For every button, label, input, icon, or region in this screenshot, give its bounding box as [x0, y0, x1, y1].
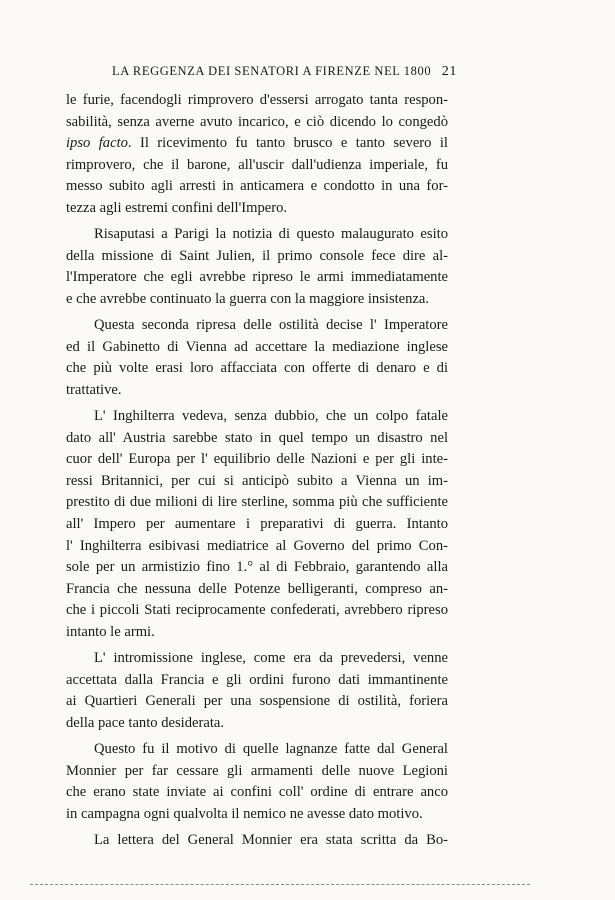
text-line: intanto le armi. [66, 624, 155, 641]
text-line: L' Inghilterra vedeva, senza dubbio, che un colpo fatale [94, 408, 448, 425]
text-line: L' intromissione inglese, come era da prevedersi, venne [94, 650, 448, 667]
text-line: e che avrebbe continuato la guerra con la maggiore insistenza. [66, 290, 430, 307]
text-line: Questo fu il motivo di quelle lagnanze fatte dal General [94, 741, 448, 758]
text-line: l'Imperatore che egli avrebbe ripreso le armi immediatamente [66, 269, 448, 286]
text-line: ed il Gabinetto di Vienna ad accettare la mediazione inglese [66, 338, 448, 355]
text-line: Questa seconda ripresa delle ostilità decise l' Imperatore [94, 317, 448, 334]
text-line: prestito di due milioni di lire sterline, somma più che sufficiente [66, 494, 448, 511]
paragraph [66, 739, 448, 825]
bottom-edge-rule [30, 884, 530, 885]
paragraph [66, 224, 448, 310]
text-line: sole per un armistizio fino 1.° al di Febbraio, garantendo alla [66, 559, 448, 576]
text-line: Monnier per far cessare gli armamenti delle nuove Legioni [66, 762, 448, 779]
paragraph [66, 830, 448, 852]
text-line: ipso facto. Il ricevimento fu tanto brusco e tanto severo il [66, 135, 448, 152]
text-line: dato all' Austria sarebbe stato in quel tempo un disastro nel [66, 429, 448, 446]
text-line: trattative. [66, 381, 122, 398]
text-line: all' Impero per aumentare i preparativi di guerra. Intanto [66, 516, 448, 533]
running-header [112, 64, 457, 80]
body-text [66, 90, 448, 856]
text-line: cuor dell' Europa per l' equilibrio delle Nazioni e per gli inte- [66, 451, 448, 468]
page-number: 21 [441, 64, 457, 79]
text-line: Risaputasi a Parigi la notizia di questo malaugurato esito [94, 226, 448, 243]
text-line: l' Inghilterra esibivasi mediatrice al Governo del primo Con- [66, 537, 448, 554]
text-line: le furie, facendogli rimprovero d'essersi arrogato tanta respon- [66, 92, 448, 108]
text-line: ressi Britannici, per cui si anticipò subito a Vienna un im- [66, 472, 448, 489]
paragraph [66, 315, 448, 401]
text-line: della missione di Saint Julien, il primo console fece dire al- [66, 247, 448, 264]
running-title: LA REGGENZA DEI SENATORI A FIRENZE NEL 1800 [112, 64, 432, 78]
text-line: che i piccoli Stati reciprocamente confederati, avrebbero ripreso [66, 602, 448, 619]
paragraph [66, 90, 448, 220]
text-line: che più volte erasi loro affacciata con offerte di denaro e di [66, 360, 448, 377]
text-line: messo subito agli arresti in anticamera e condotto in una for- [66, 178, 448, 195]
text-line: che erano state inviate ai confini coll' ordine di entrare anco [66, 784, 448, 801]
paragraph [66, 648, 448, 734]
paragraph [66, 406, 448, 644]
text-line: Francia che nessuna delle Potenze belligeranti, compreso an- [66, 580, 448, 597]
text-line: ai Quartieri Generali per una sospensione di ostilità, foriera [66, 693, 448, 710]
text-line: tezza agli estremi confini dell'Impero. [66, 199, 288, 216]
text-line: accettata dalla Francia e gli ordini furono dati immantinente [66, 671, 448, 688]
text-line: rimprovero, che il barone, all'uscir dall'udienza imperiale, fu [66, 156, 448, 173]
text-line: sabilità, senza averne avuto incarico, e ciò dicendo lo congedò [66, 113, 448, 130]
text-line: in campagna ogni qualvolta il nemico ne avesse dato motivo. [66, 805, 423, 822]
text-line: La lettera del General Monnier era stata scritta da Bo- [94, 832, 448, 849]
text-line: della pace tanto desiderata. [66, 715, 225, 731]
